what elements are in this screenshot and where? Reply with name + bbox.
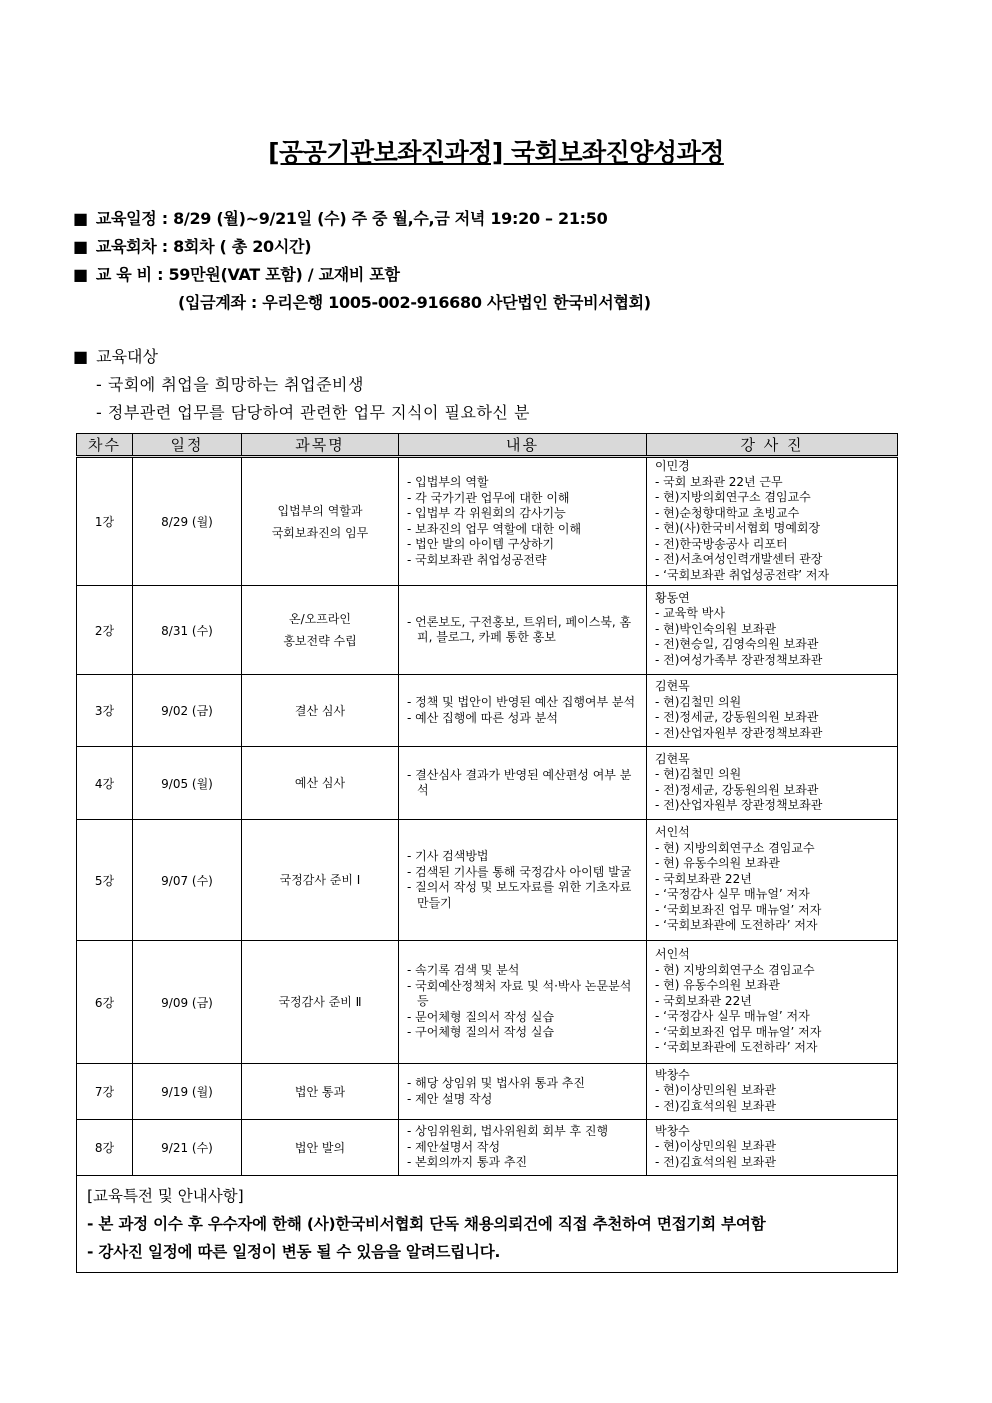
subject-line: 국정감사 준비 Ⅰ <box>279 873 361 887</box>
session-date-cell <box>133 820 242 941</box>
content-list <box>407 615 638 646</box>
content-item: - 각 국가기관 업무에 대한 이해 <box>407 491 638 507</box>
session-no-cell <box>77 586 133 675</box>
content-item: - 언론보도, 구전홍보, 트위터, 페이스북, 홈피, 블로그, 카페 통한 홍보 <box>407 615 638 646</box>
square-bullet-icon: ■ <box>73 347 89 366</box>
career-item: - 현)지방의회연구소 겸임교수 <box>655 490 889 506</box>
content-item: - 국회예산정책처 자료 및 석·박사 논문분석 등 <box>407 979 638 1010</box>
table-row <box>77 1120 898 1176</box>
session-no: 2강 <box>94 623 115 638</box>
table-row <box>77 941 898 1064</box>
lecturer-name: 김현목 <box>655 679 690 693</box>
content-item: - 기사 검색방법 <box>407 849 638 865</box>
career-item: - 현)(사)한국비서협회 명예회장 <box>655 521 889 537</box>
notes-row <box>77 1176 898 1273</box>
content-item: - 제안 설명 작성 <box>407 1092 638 1108</box>
career-item: - 국회보좌관 22년 <box>655 872 889 888</box>
career-item: - ‘국회보좌관 취업성공전략’ 저자 <box>655 568 889 584</box>
header-date: 일정 <box>133 434 242 457</box>
career-list <box>655 1083 889 1114</box>
content-item: - 구어체형 질의서 작성 실습 <box>407 1025 638 1041</box>
subject-line: 예산 심사 <box>294 776 346 790</box>
lecturer-cell <box>647 820 898 941</box>
table-row <box>77 820 898 941</box>
session-no: 1강 <box>94 515 115 529</box>
career-item: - ‘국정감사 실무 매뉴얼’ 저자 <box>655 1009 889 1025</box>
content-item: - 국회보좌관 취업성공전략 <box>407 553 638 569</box>
career-item: - 전)김효석의원 보좌관 <box>655 1099 889 1115</box>
target-item: - 정부관련 업무를 담당하여 관련한 업무 지식이 필요하신 분 <box>96 403 530 422</box>
session-date-cell <box>133 457 242 586</box>
subject-line: 온/오프라인 <box>288 612 351 626</box>
info-fee-text: 교 육 비 : 59만원(VAT 포함) / 교재비 포함 <box>95 265 400 284</box>
content-item: - 속기록 검색 및 분석 <box>407 963 638 979</box>
content-item: - 상임위원회, 법사위원회 회부 후 진행 <box>407 1124 638 1140</box>
content-list <box>407 1076 638 1107</box>
session-date: 9/05 (월) <box>161 776 213 791</box>
career-item: - 국회 보좌관 22년 근무 <box>655 475 889 491</box>
page-title: [공공기관보좌진과정] 국회보좌진양성과정 <box>268 138 724 167</box>
session-date-cell <box>133 675 242 747</box>
info-fee <box>73 262 400 285</box>
subject-line: 국회보좌진의 임무 <box>271 525 369 540</box>
subject-line: 국정감사 준비 Ⅱ <box>278 995 362 1009</box>
content-item: - 문어체형 질의서 작성 실습 <box>407 1010 638 1026</box>
session-date-cell <box>133 1064 242 1120</box>
lecturer-cell <box>647 586 898 675</box>
session-no: 8강 <box>94 1141 115 1155</box>
content-list <box>407 768 638 799</box>
lecturer-name: 박창수 <box>655 1123 690 1138</box>
content-cell <box>399 586 647 675</box>
session-date: 8/29 (월) <box>161 515 213 529</box>
content-cell <box>399 457 647 586</box>
lecturer-cell <box>647 941 898 1064</box>
session-date: 9/09 (금) <box>161 995 213 1010</box>
content-item: - 질의서 작성 및 보도자료를 위한 기초자료 만들기 <box>407 880 638 911</box>
career-item: - 전)김효석의원 보좌관 <box>655 1155 889 1171</box>
content-cell <box>399 747 647 820</box>
subject-cell <box>242 586 399 675</box>
table-row <box>77 457 898 586</box>
career-item: - ‘국회보좌관에 도전하라’ 저자 <box>655 918 889 934</box>
session-date: 9/02 (금) <box>161 704 213 718</box>
content-cell <box>399 1120 647 1176</box>
session-no: 5강 <box>94 873 115 888</box>
session-date-cell <box>133 586 242 675</box>
session-date: 9/21 (수) <box>161 1141 213 1155</box>
session-no-cell <box>77 457 133 586</box>
content-list <box>407 475 638 568</box>
target-item: - 국회에 취업을 희망하는 취업준비생 <box>96 375 364 394</box>
lecturer-cell <box>647 1064 898 1120</box>
square-bullet-icon: ■ <box>73 265 88 284</box>
content-cell <box>399 1064 647 1120</box>
content-item: - 결산심사 결과가 반영된 예산편성 여부 분석 <box>407 768 638 799</box>
career-list <box>655 963 889 1056</box>
target-heading-text: 교육대상 <box>96 347 158 366</box>
subject-cell <box>242 1120 399 1176</box>
session-no-cell <box>77 747 133 820</box>
subject-cell <box>242 675 399 747</box>
career-item: - 현) 지방의회연구소 겸임교수 <box>655 841 889 857</box>
info-schedule-text: 교육일정 : 8/29 (월)~9/21일 (수) 주 중 월,수,금 저녁 19:20 – 21:50 <box>95 209 608 228</box>
info-sessions <box>73 234 311 257</box>
info-schedule <box>73 206 607 229</box>
content-list <box>407 963 638 1041</box>
session-no-cell <box>77 941 133 1064</box>
lecturer-cell <box>647 457 898 586</box>
career-item: - 전)여성가족부 장관정책보좌관 <box>655 653 889 669</box>
content-item: - 검색된 기사를 통해 국정감사 아이템 발굴 <box>407 865 638 881</box>
session-date-cell <box>133 747 242 820</box>
career-item: - 현) 지방의회연구소 겸임교수 <box>655 963 889 979</box>
subject-line: 입법부의 역할과 <box>277 503 363 518</box>
career-list <box>655 841 889 934</box>
content-item: - 입법부 각 위원회의 감사기능 <box>407 506 638 522</box>
header-content: 내용 <box>399 434 647 457</box>
content-cell <box>399 675 647 747</box>
session-date: 8/31 (수) <box>161 623 213 638</box>
session-no: 3강 <box>94 704 115 718</box>
career-list <box>655 695 889 742</box>
career-item: - 현) 유동수의원 보좌관 <box>655 978 889 994</box>
session-date: 9/19 (월) <box>161 1085 213 1099</box>
notes-item: - 본 과정 이수 후 우수자에 한해 (사)한국비서협회 단독 채용의뢰건에 직접 추천하여 면접기회 부여함 <box>87 1215 766 1233</box>
career-item: - 전)서초여성인력개발센터 관장 <box>655 552 889 568</box>
session-date-cell <box>133 1120 242 1176</box>
career-list <box>655 1139 889 1170</box>
career-item: - 현)김철민 의원 <box>655 695 889 711</box>
session-no: 4강 <box>94 776 115 791</box>
career-item: - 현)이상민의원 보좌관 <box>655 1083 889 1099</box>
lecturer-name: 서인석 <box>655 825 690 840</box>
subject-cell <box>242 941 399 1064</box>
lecturer-cell <box>647 747 898 820</box>
career-item: - 전)산업자원부 장관정책보좌관 <box>655 726 889 742</box>
square-bullet-icon: ■ <box>73 209 88 228</box>
lecturer-name: 이민경 <box>655 459 690 473</box>
content-item: - 예산 집행에 따른 성과 분석 <box>407 711 638 727</box>
lecturer-cell <box>647 1120 898 1176</box>
career-item: - ‘국회보좌관에 도전하라’ 저자 <box>655 1040 889 1056</box>
table-header-row <box>77 434 898 457</box>
content-item: - 제안설명서 작성 <box>407 1140 638 1156</box>
career-list <box>655 475 889 584</box>
notes-cell <box>77 1176 898 1273</box>
career-item: - 현)김철민 의원 <box>655 767 889 783</box>
notes-item: - 강사진 일정에 따른 일정이 변동 될 수 있음을 알려드립니다. <box>87 1243 501 1261</box>
header-lecturer: 강 사 진 <box>647 434 898 457</box>
career-item: - ‘국회보좌진 업무 매뉴얼’ 저자 <box>655 1025 889 1041</box>
content-item: - 본회의까지 통과 추진 <box>407 1155 638 1171</box>
session-date-cell <box>133 941 242 1064</box>
career-item: - ‘국정감사 실무 매뉴얼’ 저자 <box>655 887 889 903</box>
career-item: - 국회보좌관 22년 <box>655 994 889 1010</box>
table-row <box>77 1064 898 1120</box>
subject-line: 법안 발의 <box>294 1140 346 1155</box>
subject-cell <box>242 1064 399 1120</box>
career-item: - ‘국회보좌진 업무 매뉴얼’ 저자 <box>655 903 889 919</box>
session-no: 7강 <box>94 1085 115 1099</box>
session-no-cell <box>77 675 133 747</box>
notes-heading: [교육특전 및 안내사항] <box>87 1187 244 1205</box>
content-cell <box>399 820 647 941</box>
content-item: - 법안 발의 아이템 구상하기 <box>407 537 638 553</box>
career-item: - 전)현승일, 김영숙의원 보좌관 <box>655 637 889 653</box>
lecturer-name: 박창수 <box>655 1067 690 1082</box>
table-row <box>77 675 898 747</box>
career-item: - 전)정세균, 강동원의원 보좌관 <box>655 710 889 726</box>
content-list <box>407 1124 638 1171</box>
content-list <box>407 695 638 726</box>
subject-cell <box>242 747 399 820</box>
career-list <box>655 767 889 814</box>
info-account: (입금계좌 : 우리은행 1005-002-916680 사단법인 한국비서협회) <box>178 293 651 312</box>
career-list <box>655 606 889 668</box>
career-item: - 전)산업자원부 장관정책보좌관 <box>655 798 889 814</box>
subject-cell <box>242 820 399 941</box>
career-item: - 전)정세균, 강동원의원 보좌관 <box>655 783 889 799</box>
square-bullet-icon: ■ <box>73 237 88 256</box>
career-item: - 현)순청향대학교 초빙교수 <box>655 506 889 522</box>
lecturer-cell <box>647 675 898 747</box>
header-subject: 과목명 <box>242 434 399 457</box>
info-sessions-text: 교육회차 : 8회차 ( 총 20시간) <box>95 237 312 256</box>
schedule-table <box>76 433 898 1273</box>
career-item: - 교육학 박사 <box>655 606 889 622</box>
career-item: - 현)박인숙의원 보좌관 <box>655 622 889 638</box>
career-item: - 전)한국방송공사 리포터 <box>655 537 889 553</box>
table-row <box>77 747 898 820</box>
lecturer-name: 김현목 <box>655 751 690 766</box>
subject-line: 결산 심사 <box>294 703 346 718</box>
subject-cell <box>242 457 399 586</box>
table-row <box>77 586 898 675</box>
session-no: 6강 <box>94 995 115 1010</box>
session-date: 9/07 (수) <box>161 873 213 888</box>
content-item: - 보좌진의 업무 역할에 대한 이해 <box>407 522 638 538</box>
subject-line: 홍보전략 수립 <box>283 634 357 648</box>
header-no: 차수 <box>77 434 133 457</box>
target-heading <box>73 344 158 367</box>
content-item: - 입법부의 역할 <box>407 475 638 491</box>
content-cell <box>399 941 647 1064</box>
career-item: - 현) 유동수의원 보좌관 <box>655 856 889 872</box>
content-list <box>407 849 638 911</box>
content-item: - 해당 상임위 및 법사위 통과 추진 <box>407 1076 638 1092</box>
lecturer-name: 서인석 <box>655 947 690 962</box>
subject-line: 법안 통과 <box>294 1084 346 1099</box>
content-item: - 정책 및 법안이 반영된 예산 집행여부 분석 <box>407 695 638 711</box>
session-no-cell <box>77 1064 133 1120</box>
session-no-cell <box>77 820 133 941</box>
career-item: - 현)이상민의원 보좌관 <box>655 1139 889 1155</box>
session-no-cell <box>77 1120 133 1176</box>
lecturer-name: 황동연 <box>655 590 690 605</box>
